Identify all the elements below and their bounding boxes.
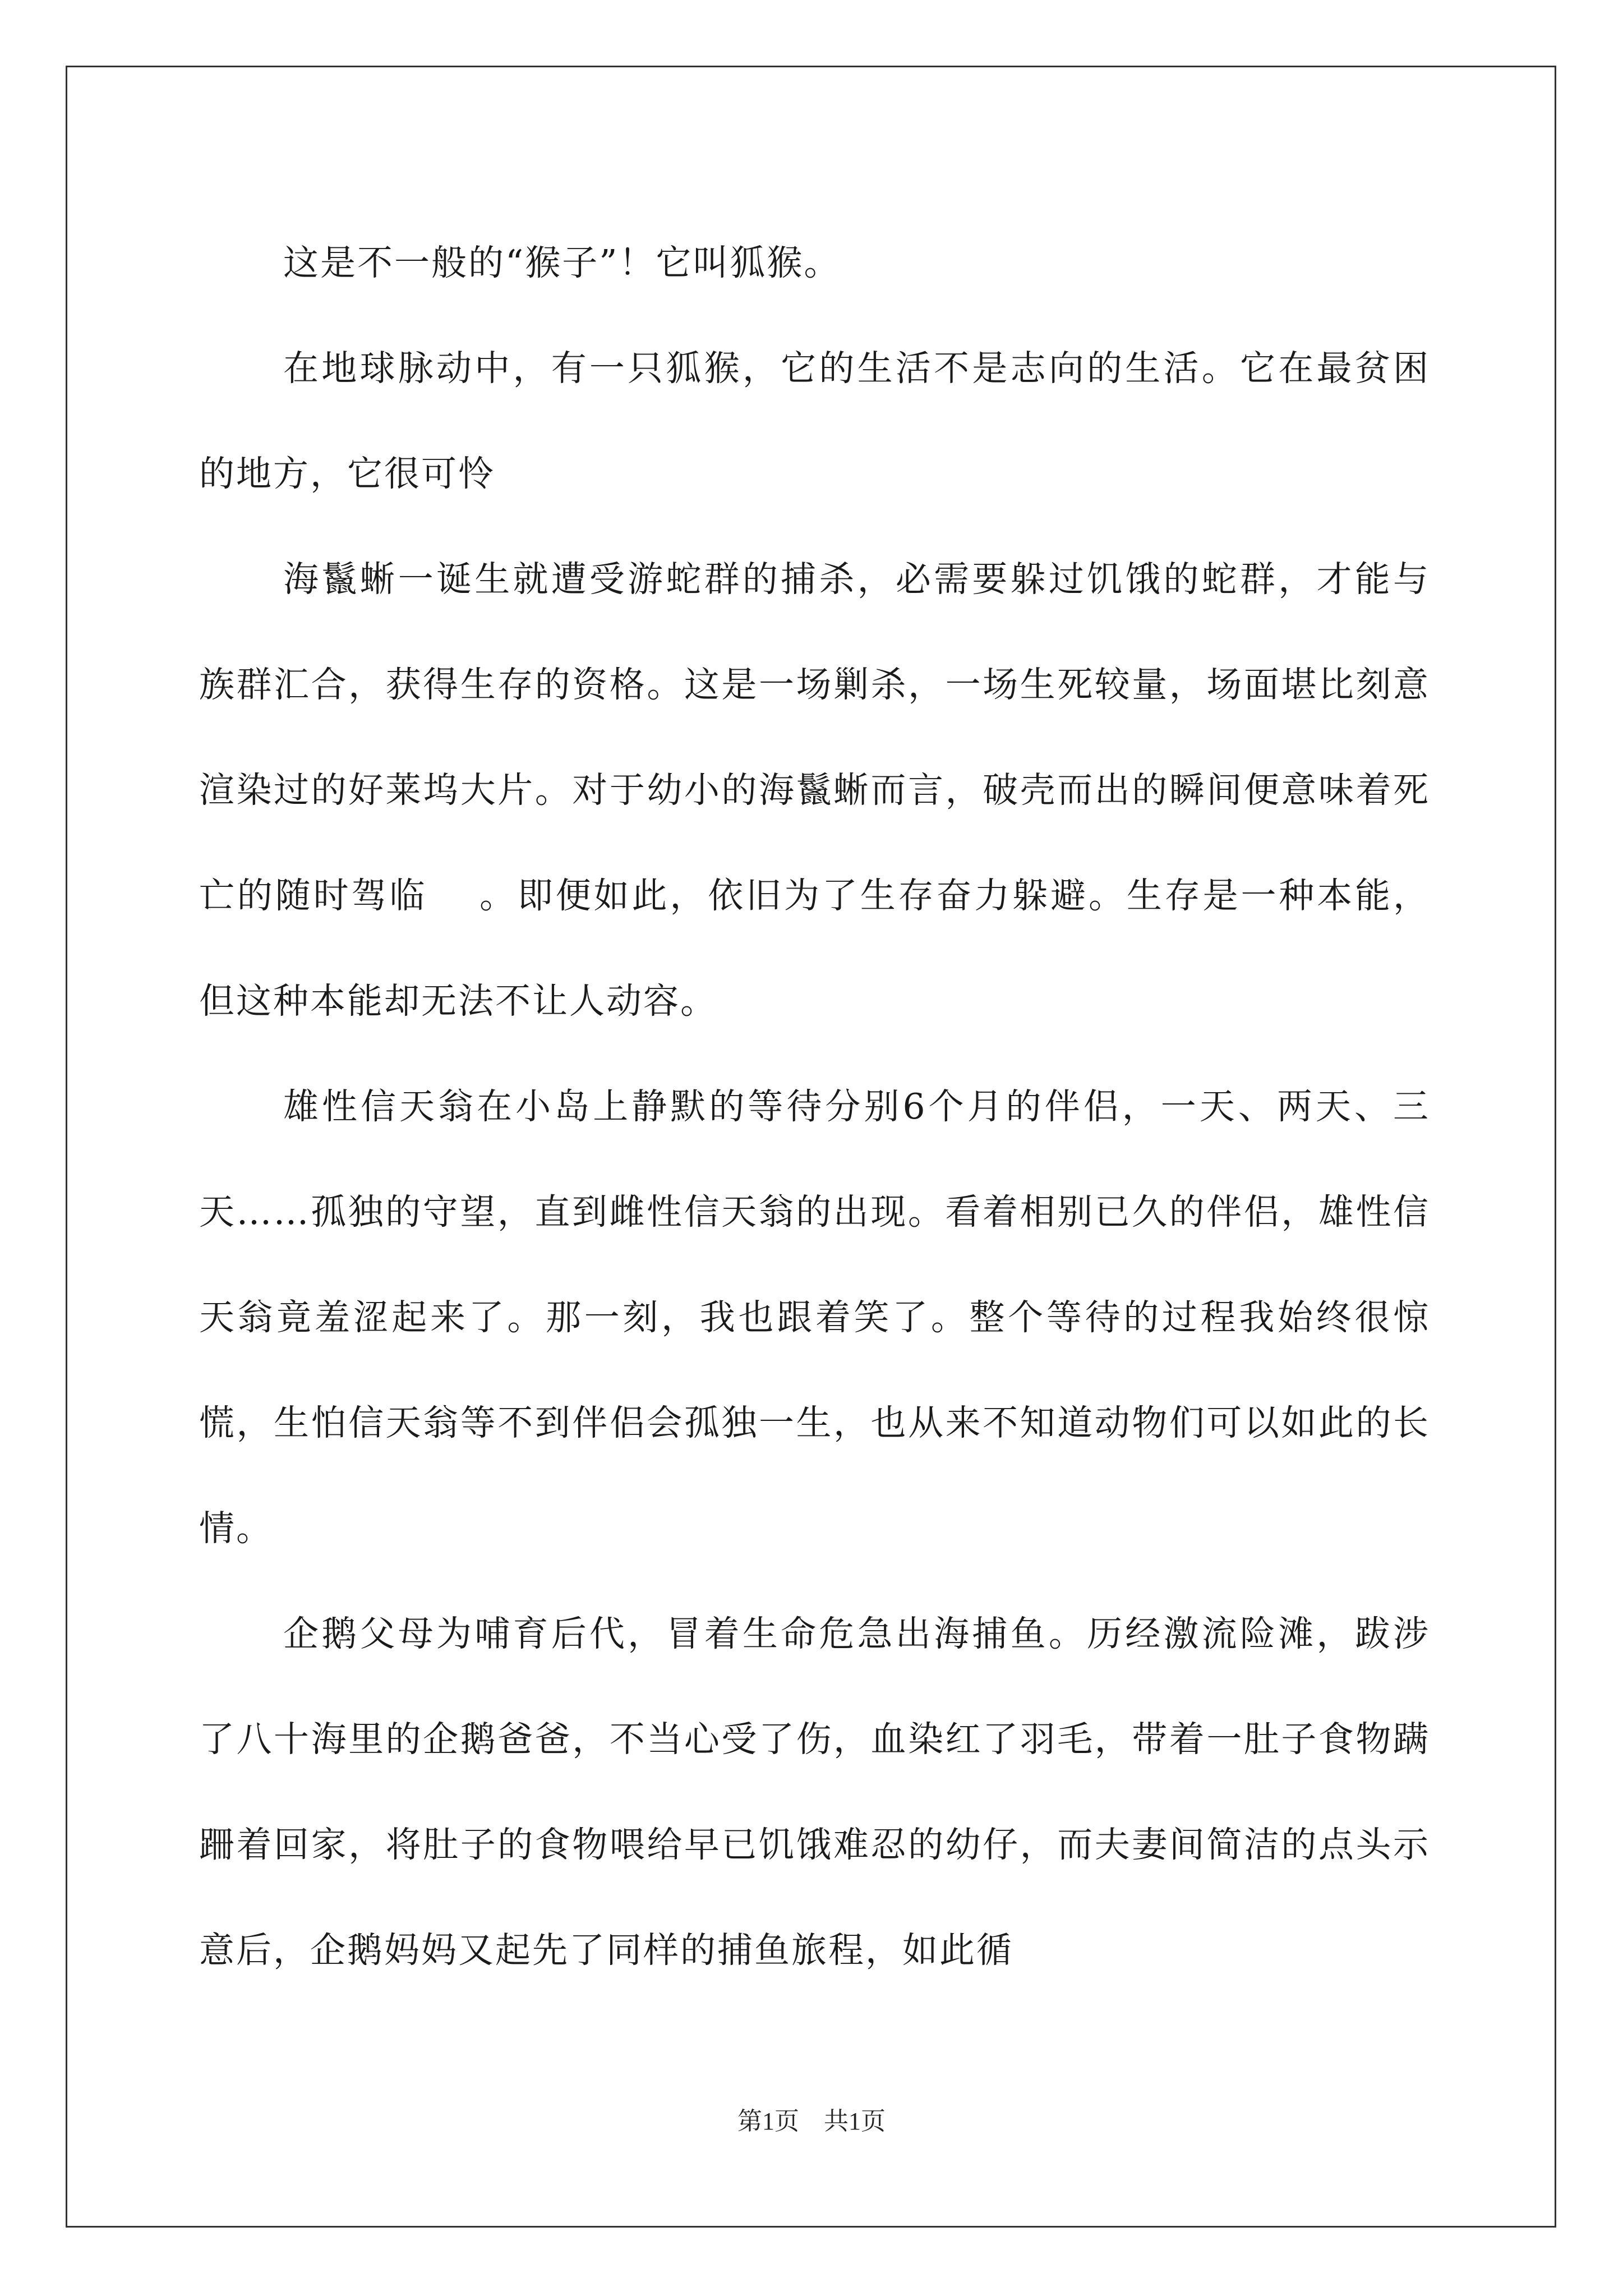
paragraph-3: 海鬣蜥一诞生就遭受游蛇群的捕杀，必需要躲过饥饿的蛇群，才能与族群汇合，获得生存的资格。这是一场剿杀，一场生死较量，场面堪比刻意渲染过的好莱坞大片。对于幼小的海鬣蜥而言，破壳而出的瞬间便意味着死亡的随时驾临 。即便如此，依旧为了生存奋力躲避。生存是一种本能，但这种本能却无法不让人动容。	[199, 559, 1430, 1022]
paragraph-2: 在地球脉动中，有一只狐猴，它的生活不是志向的生活。它在最贫困的地方，它很可怜	[199, 348, 1430, 494]
paragraph-5: 企鹅父母为哺育后代，冒着生命危急出海捕鱼。历经激流险滩，跋涉了八十海里的企鹅爸爸，不当心受了伤，血染红了羽毛，带着一肚子食物蹒跚着回家，将肚子的食物喂给早已饥饿难忍的幼仔，而夫妻间简洁的点头示意后，企鹅妈妈又起先了同样的捕鱼旅程，如此循	[199, 1613, 1430, 1971]
paragraph-1: 这是不一般的“猴子”！它叫狐猴。	[283, 242, 841, 283]
paragraph-4: 雄性信天翁在小岛上静默的等待分别6个月的伴侣，一天、两天、三天……孤独的守望，直到雌性信天翁的出现。看着相别已久的伴侣，雄性信天翁竟羞涩起来了。那一刻，我也跟着笑了。整个等待的过程我始终很惊慌，生怕信天翁等不到伴侣会孤独一生，也从来不知道动物们可以如此的长情。	[199, 1086, 1430, 1549]
page-number-footer: 第1页 共1页	[737, 2108, 886, 2135]
document-body	[199, 210, 1430, 2003]
